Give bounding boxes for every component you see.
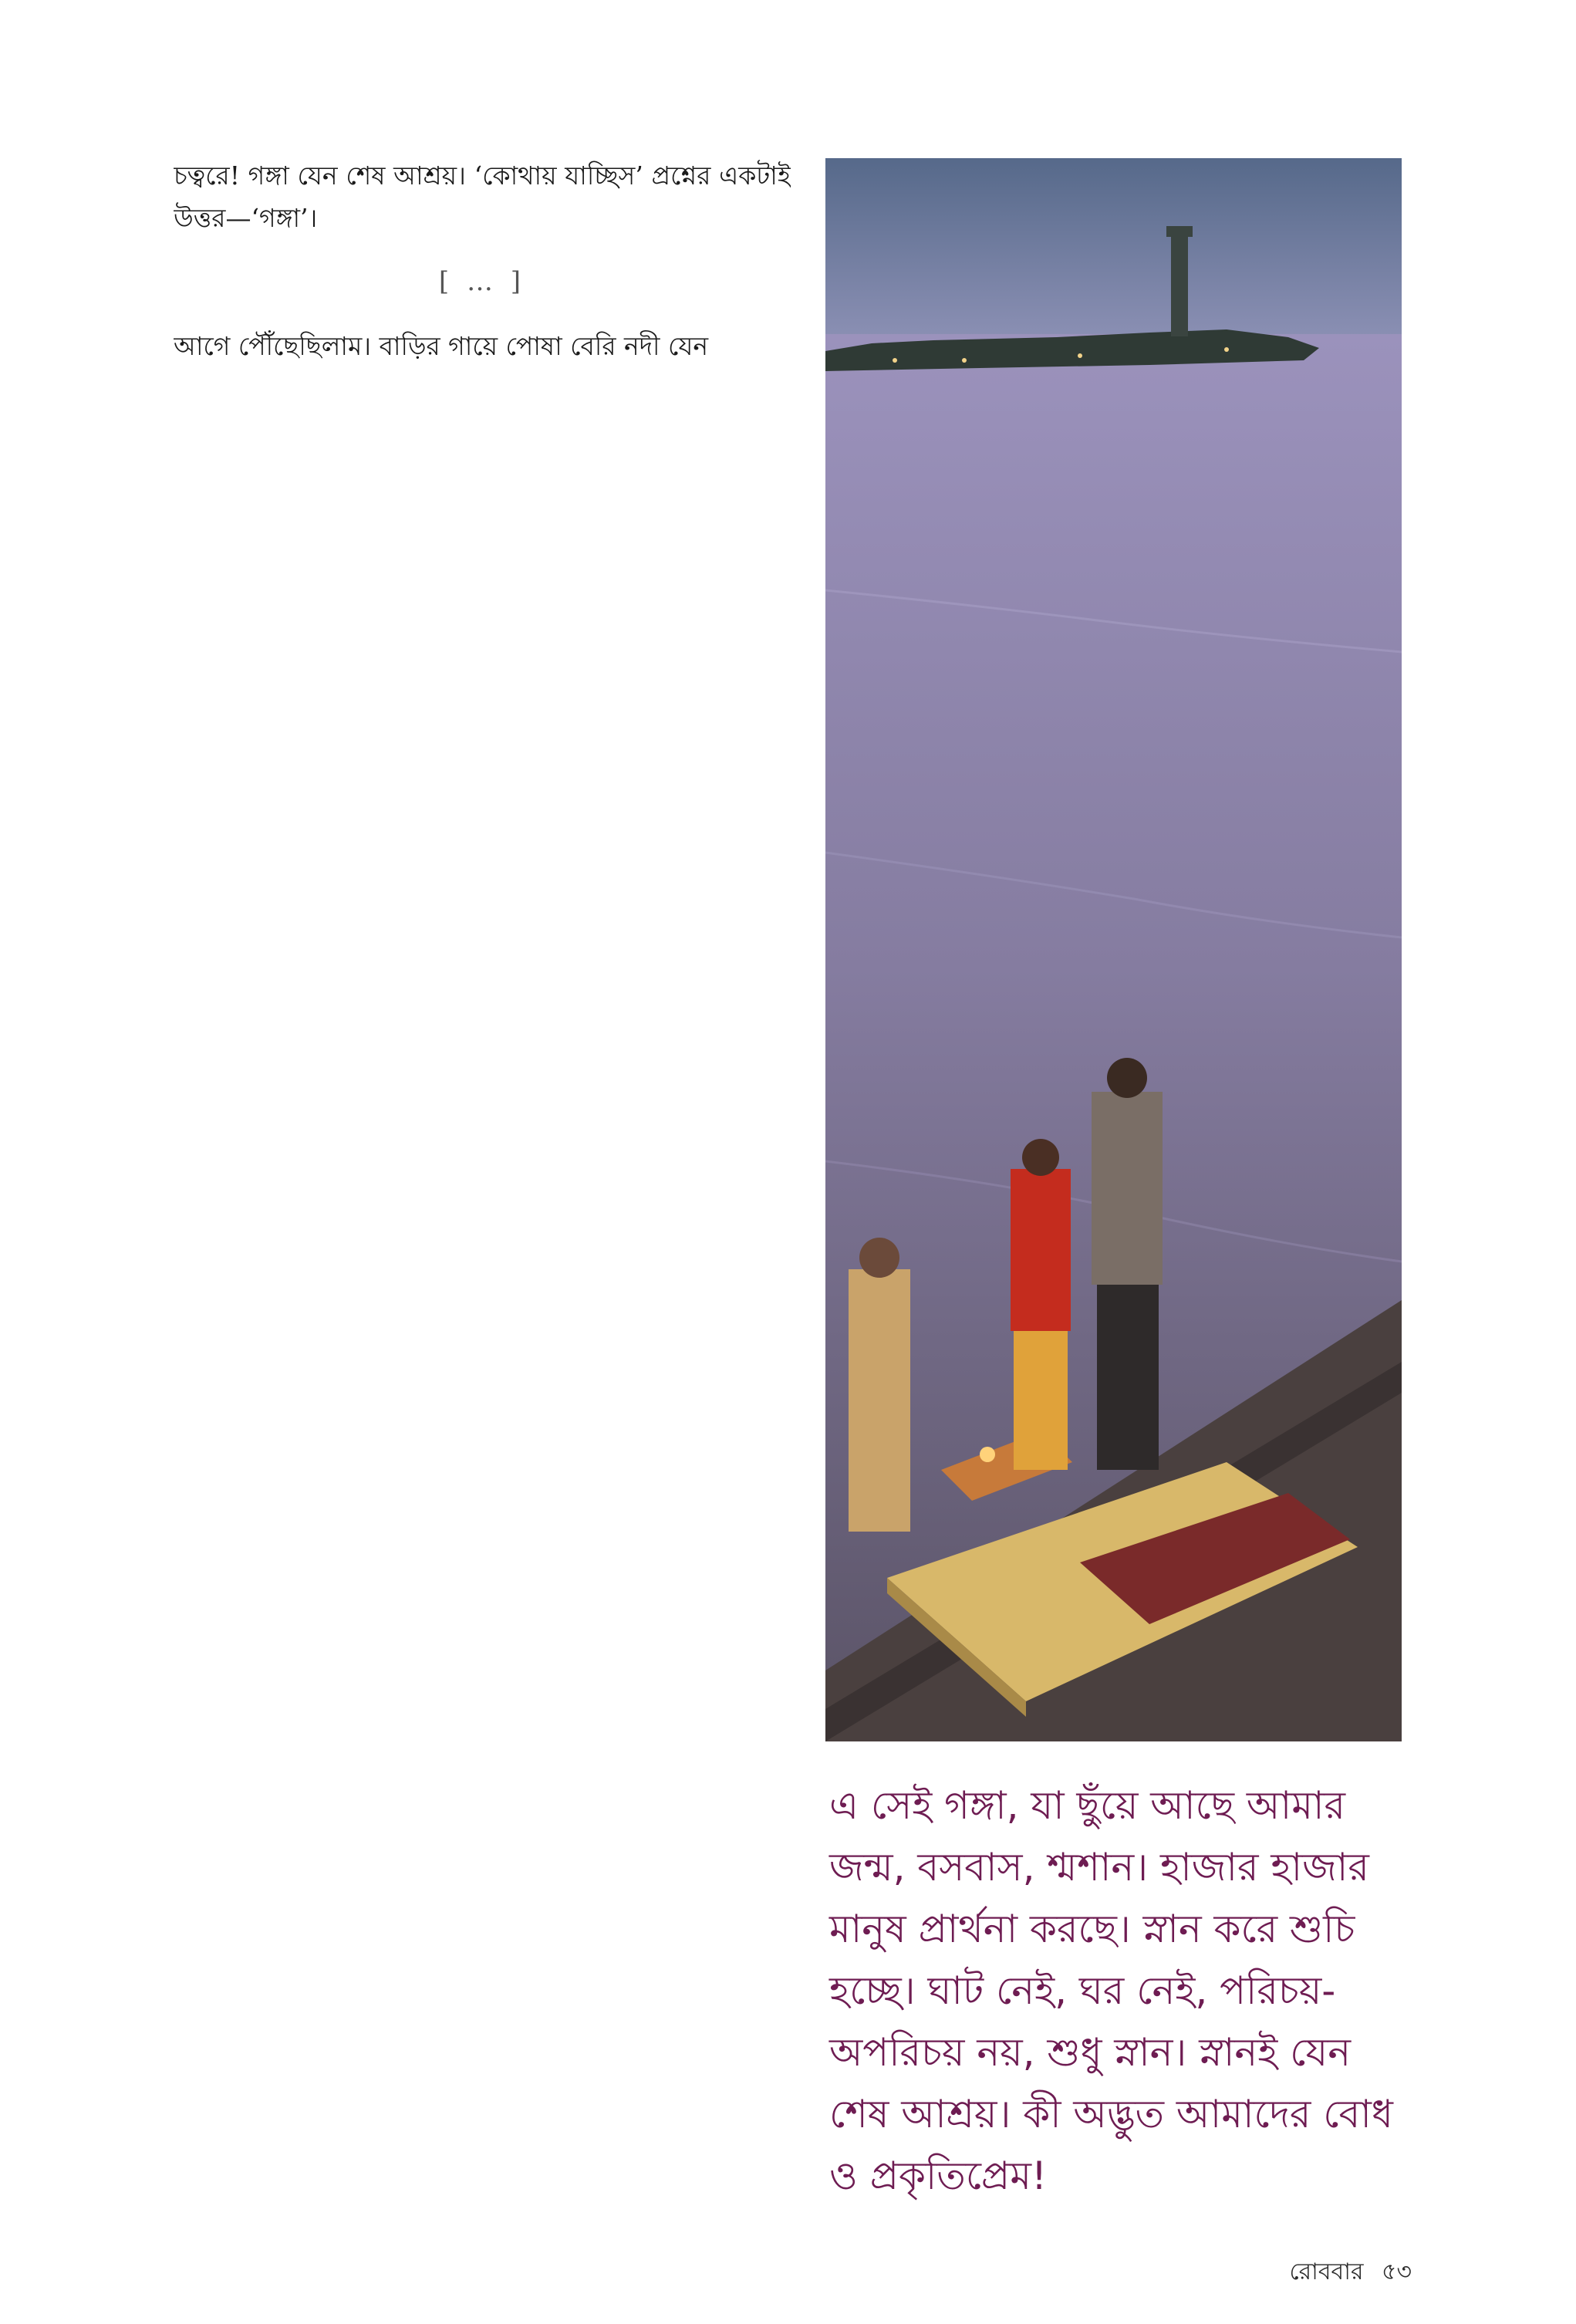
article-opening-excerpt: চত্বরে! গঙ্গা যেন শেষ আশ্রয়। ‘কোথায় যাচ্ছিস’ প্রশ্নের একটাই উত্তর—‘গঙ্গা’। <box>174 160 791 233</box>
elided-body-text-marker: [ … ] <box>438 266 526 297</box>
magazine-name: রোববার <box>1289 2258 1364 2285</box>
pull-quote: এ সেই গঙ্গা, যা ছুঁয়ে আছে আমার জন্ম, বসবাস, শ্মশান। হাজার হাজার মানুষ প্রার্থনা করছে। স্নান করে শুচি হচ্ছে। ঘাট নেই, ঘর নেই, পরিচয়-অপরিচয় নয়, শুধু স্নান। স্নানই যেন শেষ আশ্রয়। কী অদ্ভুত আমাদের বোধ ও প্রকৃতিপ্রেম! <box>829 1783 1393 2198</box>
page-number: ৫৩ <box>1382 2258 1412 2285</box>
page-footer <box>1250 2253 1412 2292</box>
ghat-evening-photo <box>825 158 1402 1741</box>
article-body <box>174 154 791 2176</box>
article-closing-excerpt: আগে পৌঁছেছিলাম। বাড়ির গায়ে পোষা বেরি নদী যেন <box>174 331 709 361</box>
